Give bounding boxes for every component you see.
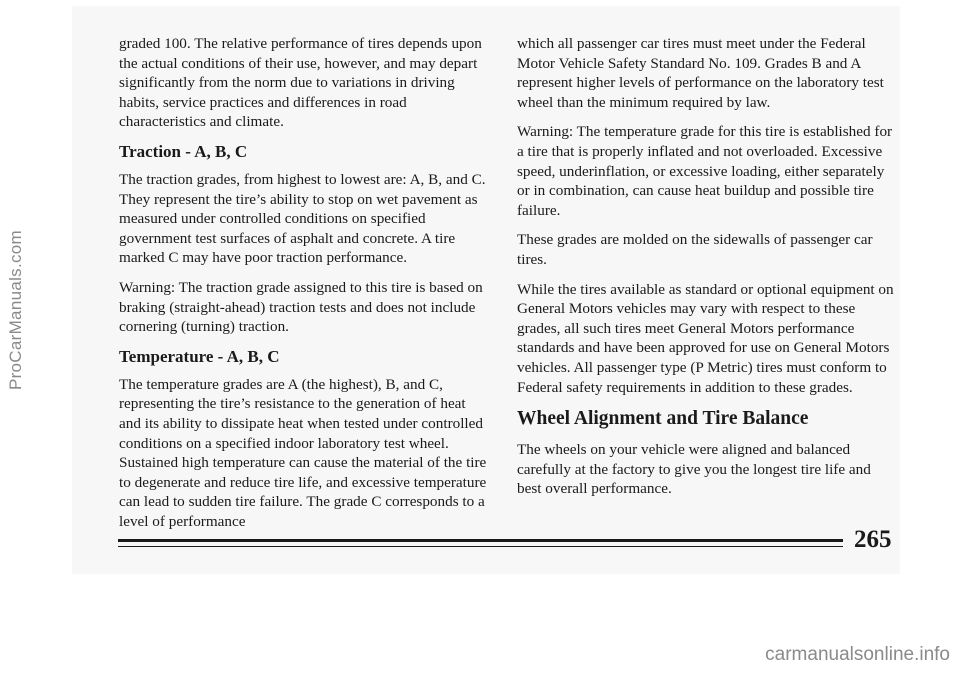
temperature-heading: Temperature - A, B, C — [119, 346, 280, 366]
side-watermark-text: ProCarManuals.com — [6, 229, 25, 391]
right-column — [517, 34, 897, 509]
footer-watermark: carmanualsonline.info — [765, 644, 950, 665]
wheel-alignment-heading: Wheel Alignment and Tire Balance — [517, 408, 809, 430]
intro-paragraph: graded 100. The relative performance of tires depends upon the actual conditions of their use, however, and may depart significantly from the norm due to variations in driving habits, service practices and differences in road characteristics and climate. — [119, 35, 482, 131]
side-watermark — [2, 100, 30, 520]
gm-paragraph: While the tires available as standard or optional equipment on General Motors vehicles may vary with respect to these grades, all such tires meet General Motors performance standards and have been approved for use on General Motors vehicles. All passenger type (P Metric) tires must conform to Federal safety requirements in addition to these grades. — [517, 280, 894, 396]
footer-rule-thick — [118, 539, 843, 542]
continuation-paragraph: which all passenger car tires must meet under the Federal Motor Vehicle Safety Standard No. 109. Grades B and A represent higher levels of performance on the laboratory test wheel than the minimum required by law. — [517, 35, 884, 111]
left-column — [119, 34, 491, 541]
wheel-alignment-paragraph: The wheels on your vehicle were aligned and balanced carefully at the factory to give you the longest tire life and best overall performance. — [517, 441, 871, 498]
temperature-warning: Warning: The temperature grade for this tire is established for a tire that is properly inflated and not overloaded. Excessive speed, underinflation, or excessive loading, either separately or in combination, can cause heat buildup and possible tire failure. — [517, 123, 893, 219]
traction-warning: Warning: The traction grade assigned to this tire is based on braking (straight-ahead) traction tests and does not include cornering (turning) traction. — [119, 278, 483, 336]
traction-paragraph: The traction grades, from highest to lowest are: A, B, and C. They represent the tire’s ability to stop on wet pavement as measured under controlled conditions on specified government test surfaces of asphalt and concrete. A tire marked C may have poor traction performance. — [119, 170, 486, 267]
page-number: 265 — [854, 526, 892, 553]
traction-heading: Traction - A, B, C — [119, 141, 248, 161]
footer-rule-thin — [118, 546, 843, 547]
temperature-paragraph: The temperature grades are A (the highest), B, and C, representing the tire’s resistance to the generation of heat and its ability to dissipate heat when tested under controlled conditions on a specified indoor laboratory test wheel. Sustained high temperature can cause the material of the tire to degenerate and reduce tire life, and excessive temperature can lead to sudden tire failure. The grade C corresponds to a level of performance — [119, 375, 487, 530]
molded-paragraph: These grades are molded on the sidewalls of passenger car tires. — [517, 231, 873, 268]
